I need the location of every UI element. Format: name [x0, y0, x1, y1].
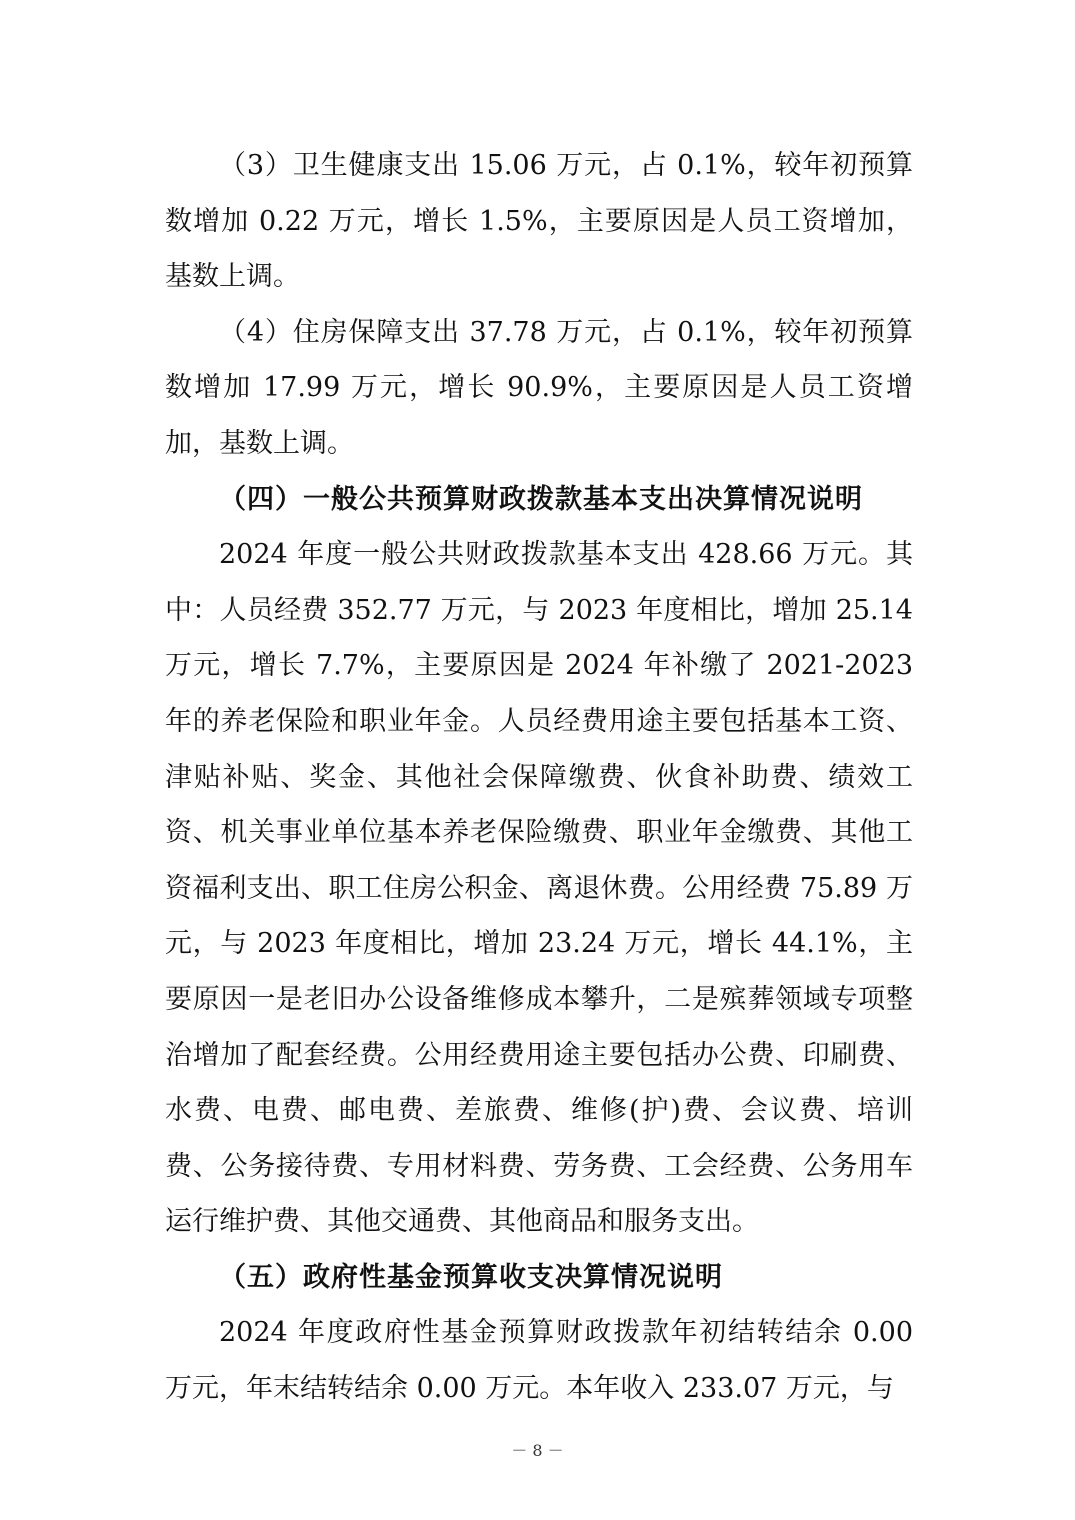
- paragraph-housing-expense: （4）住房保障支出 37.78 万元，占 0.1%，较年初预算数增加 17.99 万元，增长 90.9%，主要原因是人员工资增加，基数上调。: [165, 316, 913, 459]
- section-heading-government-fund: （五）政府性基金预算收支决算情况说明: [219, 1261, 723, 1293]
- document-body: [165, 138, 913, 1417]
- section-heading-basic-expense: （四）一般公共预算财政拨款基本支出决算情况说明: [219, 483, 863, 515]
- page-number: － 8 －: [511, 1441, 564, 1460]
- paragraph-health-expense: （3）卫生健康支出 15.06 万元，占 0.1%，较年初预算数增加 0.22 万元，增长 1.5%，主要原因是人员工资增加，基数上调。: [165, 150, 913, 293]
- paragraph-basic-expense: 2024 年度一般公共财政拨款基本支出 428.66 万元。其中：人员经费 352.77 万元，与 2023 年度相比，增加 25.14 万元，增长 7.7%，主要原因是 2024 年补缴了 2021-2023 年的养老保险和职业年金。人员经费用途主要包括基本工资、津贴补贴、奖金、其他社会保障缴费、伙食补助费、绩效工资、机关事业单位基本养老保险缴费、职业年金缴费、其他工资福利支出、职工住房公积金、离退休费。公用经费 75.89 万元，与 2023 年度相比，增加 23.24 万元，增长 44.1%，主要原因一是老旧办公设备维修成本攀升，二是殡葬领域专项整治增加了配套经费。公用经费用途主要包括办公费、印刷费、水费、电费、邮电费、差旅费、维修(护)费、会议费、培训费、公务接待费、专用材料费、劳务费、工会经费、公务用车运行维护费、其他交通费、其他商品和服务支出。: [165, 539, 913, 1238]
- paragraph-government-fund: 2024 年度政府性基金预算财政拨款年初结转结余 0.00 万元，年末结转结余 0.00 万元。本年收入 233.07 万元，与: [165, 1317, 913, 1405]
